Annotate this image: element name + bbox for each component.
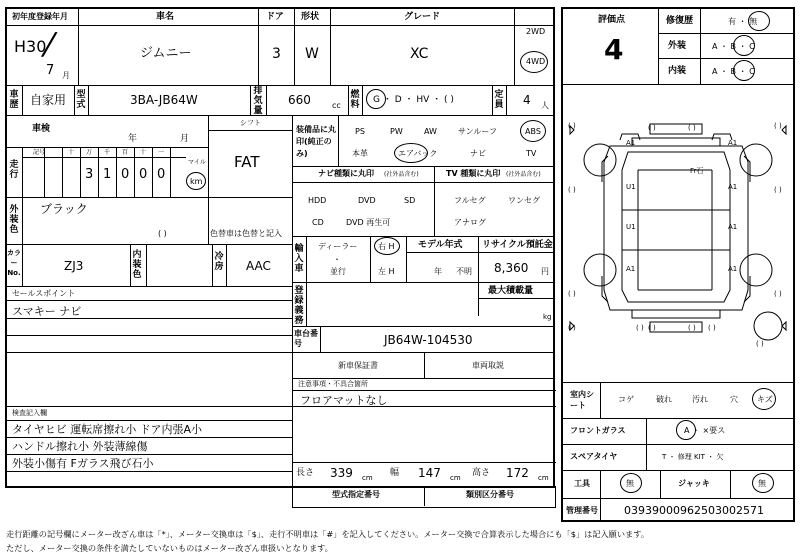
svg-text:( ): ( ): [636, 324, 644, 332]
tv-oneseg: ワンセグ: [508, 196, 540, 205]
mileage-digit-label: 万: [86, 149, 93, 156]
equip-aw: AW: [424, 127, 437, 136]
equip-airbag: エアバック: [398, 149, 438, 158]
abs-circle: [520, 120, 546, 142]
docs-warranty: 新車保証書: [338, 361, 378, 370]
fuel-label: 燃料: [350, 90, 360, 110]
car-name: ジムニー: [140, 46, 192, 61]
shape-label: 形状: [301, 12, 320, 22]
registration-label: 登録義務: [294, 286, 304, 326]
tools-value: 無: [626, 479, 634, 488]
capacity-unit: 人: [541, 101, 549, 110]
airbag-circle: [394, 143, 428, 163]
length-label: 長さ: [296, 468, 315, 478]
spare-options: T ・ 修理 KIT ・ 欠: [662, 453, 724, 461]
use-value: 自家用: [30, 93, 67, 107]
navi-title: ナビ種類に丸印: [318, 169, 374, 178]
mgmt-label: 管理番号: [566, 506, 598, 515]
import-dot: ・: [333, 255, 341, 264]
seat-burn: コゲ: [618, 395, 634, 404]
diagram-mark-a1-front-right: A1: [728, 139, 738, 147]
aircon-value: AAC: [246, 259, 271, 273]
mileage-digit: 3: [85, 167, 94, 182]
fuel-options: G ・ D ・ HV ・ ( ): [373, 95, 454, 105]
width-label: 幅: [390, 468, 400, 478]
mileage-digit: 0: [157, 167, 166, 182]
tv-sub: (社外品含む): [506, 171, 541, 178]
svg-text:( ): ( ): [568, 290, 576, 298]
color-value: ブラック: [40, 202, 88, 216]
seat-scratch: キズ: [757, 395, 773, 404]
mileage-digit-label: 十: [140, 149, 147, 156]
width-unit: cm: [450, 474, 461, 482]
model-value: 3BA-JB64W: [130, 93, 198, 107]
interior-color-label: 内装色: [132, 250, 142, 280]
car-name-label: 車名: [156, 12, 175, 22]
exterior-label: 外装: [668, 41, 687, 51]
shift-value: FAT: [234, 153, 260, 171]
navi-dvd: DVD: [358, 196, 376, 205]
car-damage-diagram: [562, 100, 794, 370]
import-label: 輸入車: [294, 244, 304, 274]
import-dealer: ディーラー: [318, 242, 358, 251]
equip-pw: PW: [390, 127, 403, 136]
diagram-center-label: Fr石: [690, 167, 704, 175]
inspector-line-2: ハンドル擦れ小 外装薄線傷: [12, 440, 148, 453]
max-load-label: 最大積載量: [488, 286, 534, 296]
mile-label: マイル: [188, 159, 206, 166]
mileage-unit: km: [190, 177, 203, 186]
equip-abs: ABS: [525, 127, 541, 136]
diagram-mark-a1-rear-right: A1: [728, 223, 738, 231]
recycle-unit: 円: [541, 267, 549, 276]
svg-text:( ): ( ): [568, 186, 576, 194]
svg-text:( ): ( ): [708, 324, 716, 332]
sales-point-text: スマキー ナビ: [12, 305, 82, 318]
seat-scratch-circle: [752, 388, 776, 410]
interior-label: 内装: [668, 66, 687, 76]
recycle-value: 8,360: [494, 261, 529, 275]
equip-sunroof: サンルーフ: [458, 127, 497, 136]
svg-text:( ): ( ): [774, 290, 782, 298]
svg-text:( ): ( ): [688, 324, 696, 332]
footer-line-1: 走行距離の記号欄にメーター改ざん車は「*」、メーター交換車は「$」、走行不明車は「#」を記入してください。メーター交換で合算表示した場合にも「$」は記入願います。: [6, 529, 649, 539]
seat-stain: 汚れ: [692, 395, 708, 404]
svg-text:( ): ( ): [756, 340, 764, 348]
sheet-left: [5, 7, 555, 488]
shape: W: [305, 46, 319, 62]
color-note-paren: ( ): [158, 229, 167, 238]
score-value: 4: [604, 33, 624, 66]
import-right-h: 右 H: [378, 242, 395, 251]
height-unit: cm: [538, 474, 549, 482]
import-left-h: 左 H: [378, 267, 395, 276]
mileage-digit-label: 一: [158, 149, 165, 156]
tools-label: 工具: [574, 479, 590, 488]
color-no-value: ZJ3: [64, 259, 84, 273]
diagram-mark-a1-rear-left: A1: [626, 265, 636, 273]
repair-options: 有 ・ 無: [728, 17, 758, 26]
equip-tv: TV: [526, 149, 537, 158]
exterior-b-circle: [733, 35, 755, 56]
score-label: 評価点: [598, 15, 626, 25]
diagram-mark-a1-rear: A1: [728, 265, 738, 273]
use-label: 車歴: [9, 90, 19, 110]
reg-month: 7: [46, 63, 55, 78]
right-h-circle: [374, 237, 400, 255]
aircon-label: 冷房: [214, 252, 224, 272]
mileage-digit-label: 十: [68, 149, 75, 156]
wheels: [584, 144, 782, 340]
model-year-label: モデル年式: [418, 240, 463, 250]
seat-hole: 穴: [730, 395, 738, 404]
footer-line-2: ただし、メーター交換の条件を満たしていないものはメーター改ざん車扱いとなります。: [6, 543, 333, 553]
shaken-year-unit: 年: [128, 134, 138, 144]
jack-none-circle: [752, 473, 774, 493]
reg-year-label: 初年度登録年月: [12, 12, 68, 21]
inspector-line-1: タイヤヒビ 運転席擦れ小 ドア内張A小: [12, 423, 202, 436]
fuel-g-circle: [366, 89, 386, 109]
mileage-digit-label: 百: [122, 149, 129, 156]
windshield-label: フロントガラス: [570, 426, 626, 435]
tv-title: TV 種類に丸印: [446, 169, 501, 178]
svg-text:( ): ( ): [648, 324, 656, 332]
equip-ps: PS: [355, 127, 365, 136]
svg-text:( ): ( ): [568, 122, 576, 130]
recycle-label: リサイクル預託金: [482, 240, 553, 250]
navi-cd: CD: [312, 218, 324, 227]
exterior-options: A ・ B ・ C: [712, 42, 755, 51]
displacement-label: 排気量: [253, 86, 263, 116]
windshield-a-circle: [676, 420, 696, 440]
docs-manual: 車両取説: [472, 361, 504, 370]
tools-none-circle: [620, 473, 642, 493]
reg-era: H30: [14, 37, 47, 56]
height-label: 高さ: [472, 468, 491, 478]
diagram-mark-a1-front-left: A1: [626, 139, 636, 147]
drive-4wd: 4WD: [526, 57, 546, 66]
svg-text:( ): ( ): [774, 122, 782, 130]
inspector-line-3: 外装小傷有 Fガラス飛び石小: [12, 457, 154, 470]
diagram-mark-u1-rear-left: U1: [626, 223, 636, 231]
tv-fullseg: フルセグ: [454, 196, 486, 205]
capacity-label: 定員: [494, 90, 504, 110]
spare-label: スペアタイヤ: [570, 452, 618, 461]
model-year-unit: 年: [434, 267, 442, 276]
displacement-value: 660: [288, 93, 311, 107]
jack-value: 無: [758, 479, 766, 488]
notes-label: 注意事項・不具合箇所: [298, 380, 368, 388]
mileage-km-circle: [186, 172, 206, 190]
chassis-label: 車台番号: [294, 329, 318, 348]
mileage-label: 走行: [9, 160, 19, 180]
sales-point-label: セールスポイント: [12, 289, 76, 298]
notes-text: フロアマットなし: [300, 394, 388, 407]
diagram-mark-u1-left: U1: [626, 183, 636, 191]
width-value: 147: [418, 466, 441, 480]
category-label: 類別区分番号: [466, 490, 514, 499]
mileage-kigo-label: 記号: [33, 149, 46, 156]
height-value: 172: [506, 466, 529, 480]
reg-slash: /: [39, 27, 59, 62]
equipment-label: 装備品に丸印(純正のみ): [296, 125, 336, 158]
length-unit: cm: [362, 474, 373, 482]
interior-b-circle: [733, 60, 755, 81]
equip-leather: 本革: [352, 149, 368, 158]
shaken-month-unit: 月: [180, 134, 190, 144]
svg-text:( ): ( ): [774, 186, 782, 194]
length-value: 339: [330, 466, 353, 480]
reg-month-unit: 月: [62, 71, 70, 80]
color-note: 色替車は色替と記入: [210, 229, 282, 238]
shaken-label: 車検: [32, 124, 51, 134]
drive-2wd: 2WD: [526, 27, 546, 36]
chassis-value: JB64W-104530: [384, 333, 473, 347]
mileage-digit-label: 千: [104, 149, 111, 156]
tv-analog: アナログ: [454, 218, 486, 227]
drive-4wd-circle: [520, 51, 548, 73]
repair-label: 修復歴: [666, 16, 694, 26]
model-year-value: 不明: [456, 267, 472, 276]
navi-sd: SD: [404, 196, 416, 205]
windshield-options: A ・ ×要ス: [684, 426, 726, 435]
color-label: 外装色: [9, 205, 19, 235]
interior-options: A ・ B ・ C: [712, 67, 755, 76]
model-label: 型式: [76, 90, 86, 110]
mgmt-value: 03939000962503002571: [624, 504, 764, 517]
door-label: ドア: [266, 12, 284, 22]
jack-label: ジャッキ: [678, 479, 710, 488]
color-no-label: カラーNo.: [7, 249, 21, 277]
mileage-digit: 1: [103, 167, 112, 182]
type-designation-label: 型式指定番号: [332, 490, 380, 499]
capacity-value: 4: [523, 93, 531, 107]
inspector-label: 検査記入欄: [12, 409, 47, 417]
repair-none-circle: [748, 11, 770, 31]
mileage-digit: 0: [139, 167, 148, 182]
navi-sub: (社外品含む): [384, 171, 419, 178]
import-parallel: 並行: [330, 267, 346, 276]
seat-tear: 破れ: [656, 395, 672, 404]
navi-hdd: HDD: [308, 196, 327, 205]
diagram-mark-a1-right: A1: [728, 183, 738, 191]
doors: 3: [272, 46, 281, 62]
grade-label: グレード: [404, 12, 441, 22]
displacement-unit: cc: [332, 101, 341, 110]
equip-navi: ナビ: [470, 149, 486, 158]
svg-text:( ): ( ): [648, 124, 656, 132]
grade: XC: [410, 46, 429, 62]
svg-text:( ): ( ): [688, 124, 696, 132]
navi-dvd-play: DVD 再生可: [346, 218, 391, 227]
max-load-unit: kg: [543, 313, 552, 321]
svg-text:( ): ( ): [568, 324, 576, 332]
shift-label: シフト: [240, 119, 261, 127]
mileage-digit: 0: [121, 167, 130, 182]
seat-label: 室内シート: [570, 390, 594, 410]
